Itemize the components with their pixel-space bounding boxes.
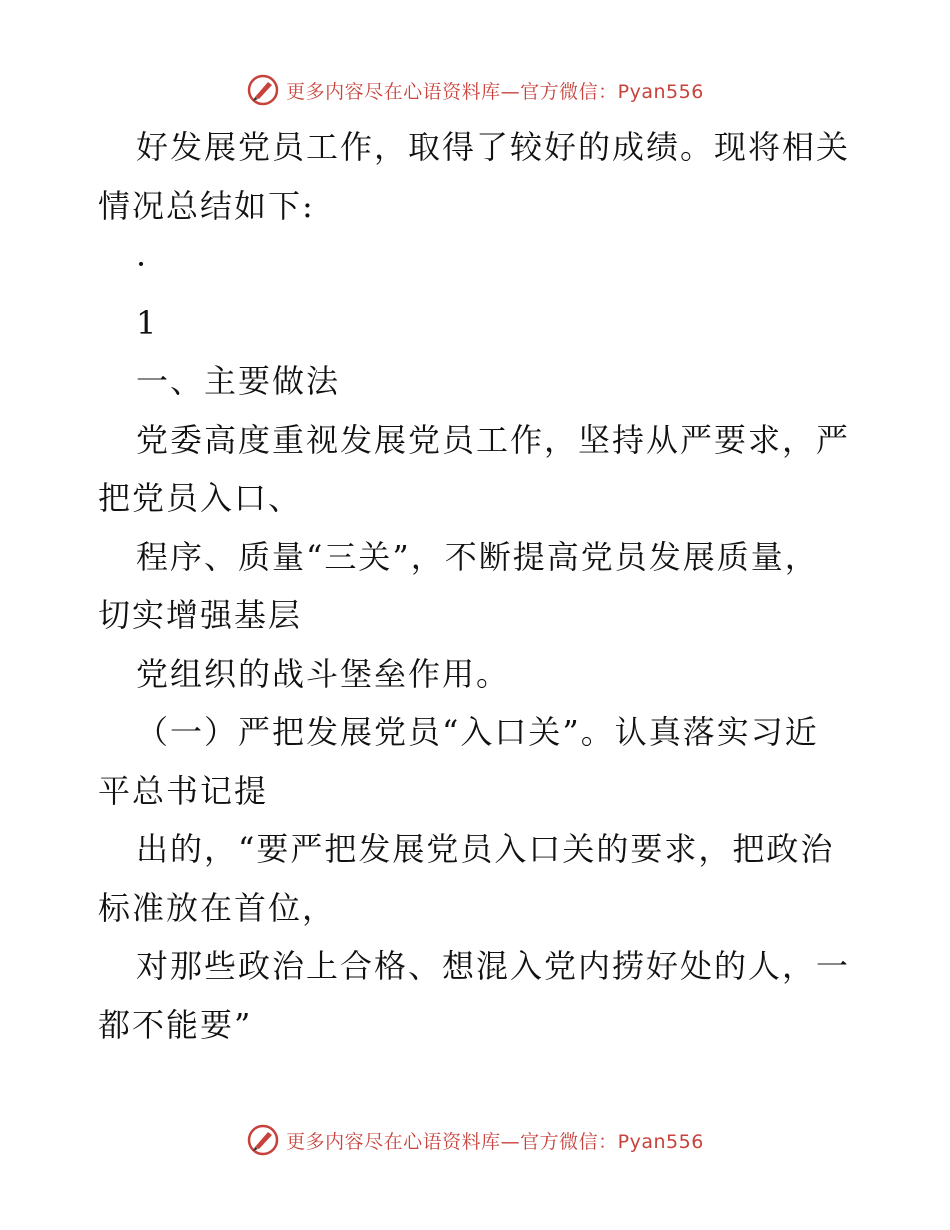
text-line: 党组织的战斗堡垒作用。 — [136, 654, 511, 693]
text-line: 切实增强基层 — [98, 596, 303, 634]
text-line: 好发展党员工作，取得了较好的成绩。现将相关 — [136, 128, 851, 166]
text-line: 对那些政治上合格、想混入党内捞好处的人，一 — [136, 947, 851, 985]
text-line: 标准放在首位， — [98, 888, 337, 927]
watermark-text: 更多内容尽在心语资料库—官方微信：Pyan556 — [286, 1130, 704, 1153]
header-watermark — [0, 72, 950, 108]
brand-logo-icon — [246, 1123, 280, 1157]
text-line: 出的，“要严把发展党员入口关的要求，把政治 — [136, 830, 835, 868]
brand-logo-icon — [246, 73, 280, 107]
text-line: 情况总结如下: — [98, 186, 315, 225]
text-line: 都不能要” — [98, 1005, 253, 1044]
text-line: 把党员入口、 — [98, 479, 303, 517]
text-line: 平总书记提 — [98, 771, 269, 810]
subsection-heading: （一）严把发展党员“入口关”。认真落实习近 — [136, 713, 819, 751]
footer-watermark — [0, 1122, 950, 1158]
text-line: 程序、质量“三关”，不断提高党员发展质量， — [136, 537, 819, 576]
document-body — [98, 118, 858, 1054]
text-line: 1 — [136, 303, 159, 342]
text-line: · — [136, 245, 149, 283]
watermark-text: 更多内容尽在心语资料库—官方微信：Pyan556 — [286, 80, 704, 103]
text-line: 党委高度重视发展党员工作，坚持从严要求，严 — [136, 420, 851, 459]
section-heading: 一、主要做法 — [136, 362, 341, 400]
